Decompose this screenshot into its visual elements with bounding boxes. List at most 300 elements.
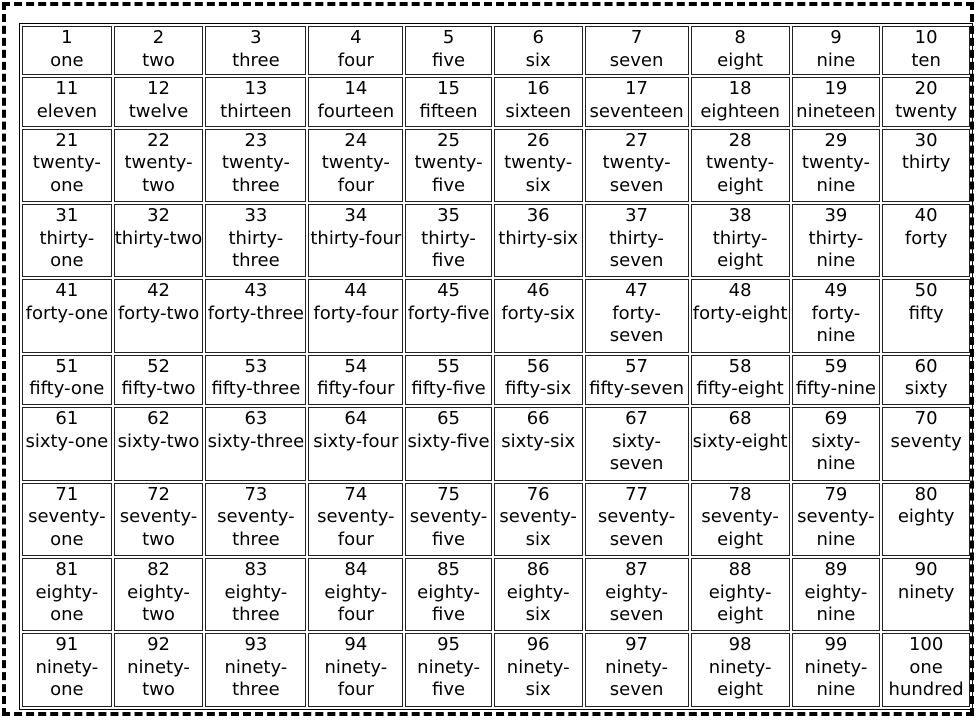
number-word: thirty-eight (712, 227, 768, 272)
number-cell (494, 279, 583, 352)
number-cell (22, 355, 112, 405)
number-numeral: 9 (830, 27, 842, 48)
number-word: ninety-one (35, 656, 99, 701)
number-numeral: 73 (244, 483, 268, 505)
number-word: sixty-three (207, 430, 305, 452)
number-cell (114, 26, 204, 75)
number-word: twenty (895, 100, 958, 122)
number-cell (114, 129, 204, 202)
number-cell (494, 129, 583, 202)
number-cell (882, 279, 970, 352)
number-cell (114, 204, 204, 277)
number-numeral: 55 (437, 355, 460, 377)
number-word: forty-four (313, 302, 399, 324)
number-word: fifty-eight (696, 378, 784, 400)
number-numeral: 27 (625, 129, 649, 151)
number-numeral: 83 (244, 559, 268, 581)
number-word: sixty-two (117, 430, 200, 452)
table-row (22, 279, 970, 352)
number-numeral: 93 (244, 634, 268, 656)
number-cell (792, 558, 881, 631)
table-row (22, 129, 970, 202)
number-numeral: 81 (55, 559, 79, 581)
number-cell (792, 407, 881, 480)
number-word: eighty-three (224, 581, 288, 626)
table-row (22, 204, 970, 277)
number-word: sixty-one (25, 430, 109, 452)
number-cell (308, 279, 403, 352)
number-word: seventy-three (217, 506, 295, 550)
number-cell (308, 77, 403, 126)
number-cell (405, 355, 492, 405)
number-numeral: 48 (728, 280, 752, 302)
number-cell (405, 204, 492, 277)
number-numeral: 52 (147, 355, 170, 377)
number-cell (585, 77, 689, 126)
number-cell (22, 558, 112, 631)
number-word: ninety-six (506, 656, 570, 701)
number-word: ninety-seven (605, 656, 668, 701)
number-word: twenty-nine (801, 152, 870, 196)
number-cell (494, 204, 583, 277)
number-word: eighty-nine (804, 581, 868, 626)
number-numeral: 2 (152, 27, 165, 48)
number-cell (22, 26, 112, 75)
number-word: eighty-four (324, 581, 388, 626)
number-word: sixty-four (313, 430, 399, 452)
number-numeral: 84 (344, 559, 368, 581)
number-numeral: 97 (625, 634, 649, 656)
number-cell (691, 483, 790, 556)
number-numeral: 10 (914, 27, 938, 48)
number-numeral: 5 (442, 27, 455, 48)
number-numeral: 1 (61, 27, 73, 48)
number-word: eighty-six (506, 581, 570, 626)
number-word: eleven (36, 100, 97, 122)
number-numeral: 42 (147, 280, 170, 302)
number-word: nineteen (796, 100, 876, 122)
number-word: thirty-one (39, 227, 95, 272)
table-row (22, 26, 970, 75)
number-numeral: 44 (344, 280, 368, 302)
number-numeral: 23 (244, 129, 268, 151)
number-numeral: 99 (824, 634, 848, 656)
number-numeral: 90 (914, 559, 938, 581)
number-cell (792, 279, 881, 352)
number-numeral: 51 (55, 355, 79, 377)
table-body (22, 26, 970, 707)
number-numeral: 39 (824, 205, 848, 227)
number-numeral: 41 (55, 280, 79, 302)
number-numeral: 15 (437, 78, 460, 100)
number-cell (205, 633, 306, 707)
number-numeral: 4 (350, 27, 362, 48)
number-cell (792, 633, 881, 707)
number-cell (585, 129, 689, 202)
number-word: eighty-eight (708, 581, 772, 626)
number-numeral: 11 (55, 78, 79, 100)
number-numeral: 78 (728, 483, 752, 505)
number-word: sixty-seven (609, 430, 664, 475)
number-numeral: 76 (526, 483, 550, 505)
number-word: thirty-three (228, 227, 284, 272)
number-numeral: 29 (824, 129, 848, 151)
number-word: twenty-five (414, 152, 483, 196)
number-word: sixty-six (501, 430, 576, 452)
table-row (22, 483, 970, 556)
number-word: seventy-five (409, 506, 488, 550)
number-word: ninety-nine (804, 656, 868, 701)
number-cell (691, 279, 790, 352)
number-cell (585, 26, 689, 75)
number-cell (405, 26, 492, 75)
number-numeral: 91 (55, 634, 79, 656)
number-cell (22, 204, 112, 277)
number-word: twenty-seven (602, 152, 671, 196)
number-cell (792, 355, 881, 405)
number-numeral: 74 (344, 483, 368, 505)
number-word: eight (717, 49, 764, 71)
number-cell (205, 204, 306, 277)
number-numeral: 100 (908, 634, 944, 656)
number-cell (792, 483, 881, 556)
number-word: forty-nine (811, 302, 861, 347)
number-cell (308, 355, 403, 405)
number-cell (494, 407, 583, 480)
number-cell (205, 77, 306, 126)
number-word: thirty-seven (609, 227, 664, 272)
number-cell (114, 633, 204, 707)
number-cell (882, 407, 970, 480)
number-numeral: 16 (526, 78, 550, 100)
number-cell (22, 483, 112, 556)
number-word: sixty-five (407, 430, 490, 452)
number-numeral: 22 (147, 129, 170, 151)
number-word: thirty (901, 152, 951, 174)
number-cell (691, 77, 790, 126)
number-numeral: 14 (344, 78, 368, 100)
number-cell (205, 483, 306, 556)
number-word: one hundred (888, 656, 964, 701)
number-cell (22, 77, 112, 126)
number-word: forty-two (117, 302, 200, 324)
number-numeral: 70 (914, 408, 938, 430)
number-word: fifty-five (411, 378, 486, 400)
number-numeral: 98 (728, 634, 752, 656)
number-cell (882, 355, 970, 405)
number-numeral: 65 (437, 408, 460, 430)
number-cell (405, 558, 492, 631)
number-word: forty-one (25, 302, 109, 324)
number-word: fifty-nine (795, 378, 876, 400)
number-cell (308, 483, 403, 556)
number-cell (691, 407, 790, 480)
number-numeral: 86 (526, 559, 550, 581)
number-numeral: 95 (437, 634, 460, 656)
number-cell (792, 129, 881, 202)
number-word: forty-eight (692, 302, 788, 324)
number-word: one (50, 49, 84, 71)
number-cell (882, 129, 970, 202)
table-row (22, 407, 970, 480)
number-numeral: 79 (824, 483, 848, 505)
table-row (22, 633, 970, 707)
number-cell (308, 558, 403, 631)
number-word: seventy-two (119, 506, 198, 550)
number-word: thirty-five (421, 227, 476, 272)
number-numeral: 82 (147, 559, 170, 581)
number-cell (691, 633, 790, 707)
number-cell (585, 558, 689, 631)
number-word: ninety (897, 581, 955, 603)
number-word: thirty-six (498, 227, 579, 249)
number-word: forty-seven (609, 302, 664, 347)
number-numeral: 60 (914, 355, 938, 377)
number-cell (22, 407, 112, 480)
number-numeral: 40 (914, 205, 938, 227)
number-word: forty (904, 227, 948, 249)
number-word: seventeen (589, 100, 684, 122)
number-cell (405, 407, 492, 480)
number-cell (882, 204, 970, 277)
number-numeral: 20 (914, 78, 938, 100)
number-cell (205, 129, 306, 202)
number-word: two (142, 49, 175, 71)
number-numeral: 94 (344, 634, 368, 656)
number-cell (22, 129, 112, 202)
number-word: twenty-four (321, 152, 390, 196)
number-numeral: 3 (250, 27, 262, 48)
number-word: seventy-eight (701, 506, 779, 550)
number-numeral: 32 (147, 205, 170, 227)
number-numeral: 62 (147, 408, 170, 430)
number-word: fifty-two (121, 378, 196, 400)
number-word: ninety-four (324, 656, 388, 701)
number-cell (114, 279, 204, 352)
number-numeral: 13 (244, 78, 268, 100)
number-cell (882, 558, 970, 631)
number-word: forty-six (501, 302, 575, 324)
number-numeral: 30 (914, 129, 938, 151)
number-word: twenty-three (221, 152, 290, 196)
number-cell (114, 483, 204, 556)
number-cell (405, 279, 492, 352)
number-numeral: 31 (55, 205, 79, 227)
number-cell (405, 77, 492, 126)
number-word: ninety-eight (708, 656, 772, 701)
number-cell (585, 204, 689, 277)
number-cell (585, 279, 689, 352)
number-cell (114, 558, 204, 631)
number-numeral: 53 (244, 355, 268, 377)
table-row (22, 77, 970, 126)
number-word: fifty (908, 302, 944, 324)
number-numeral: 46 (526, 280, 550, 302)
number-word: eighty-five (417, 581, 480, 626)
number-word: forty-three (207, 302, 305, 324)
number-cell (882, 77, 970, 126)
number-word: forty-five (407, 302, 490, 324)
number-cell (691, 204, 790, 277)
number-numeral: 68 (728, 408, 752, 430)
number-word: eighty-two (127, 581, 190, 626)
number-numeral: 88 (728, 559, 752, 581)
number-word: seventy-nine (797, 506, 875, 550)
number-cell (585, 483, 689, 556)
number-cell (22, 279, 112, 352)
number-numeral: 58 (728, 355, 752, 377)
number-word: ninety-two (127, 656, 190, 701)
number-word: seventy (890, 430, 962, 452)
number-cell (205, 279, 306, 352)
number-cell (691, 26, 790, 75)
number-cell (882, 26, 970, 75)
number-cell (494, 26, 583, 75)
number-word: thirty-two (114, 227, 203, 249)
number-numeral: 47 (625, 280, 649, 302)
number-word: fifty-seven (589, 378, 684, 400)
number-numeral: 50 (914, 280, 938, 302)
number-numeral: 8 (734, 27, 746, 48)
number-numeral: 45 (437, 280, 460, 302)
number-numeral: 38 (728, 205, 752, 227)
number-word: twenty-two (124, 152, 193, 196)
number-cell (205, 558, 306, 631)
number-cell (882, 633, 970, 707)
number-word: thirteen (220, 100, 292, 122)
number-cell (494, 77, 583, 126)
number-cell (691, 355, 790, 405)
number-numeral: 63 (244, 408, 268, 430)
number-cell (308, 633, 403, 707)
number-numeral: 66 (526, 408, 550, 430)
number-numeral: 67 (625, 408, 649, 430)
number-word: eighty-seven (605, 581, 668, 626)
number-numeral: 54 (344, 355, 368, 377)
number-word: five (432, 49, 466, 71)
number-cell (585, 407, 689, 480)
number-word: seventy-six (499, 506, 577, 550)
number-word: thirty-four (310, 227, 402, 249)
number-cell (205, 407, 306, 480)
number-numeral: 69 (824, 408, 848, 430)
number-word: thirty-nine (808, 227, 864, 272)
number-numeral: 34 (344, 205, 368, 227)
number-cell (792, 77, 881, 126)
number-word: six (525, 49, 551, 71)
number-word: ninety-three (224, 656, 288, 701)
number-numeral: 75 (437, 483, 460, 505)
number-cell (22, 633, 112, 707)
number-cell (585, 355, 689, 405)
number-word: fifty-six (505, 378, 572, 400)
number-cell (308, 129, 403, 202)
number-numeral: 18 (728, 78, 752, 100)
number-cell (114, 407, 204, 480)
number-numeral: 6 (532, 27, 544, 48)
number-cell (405, 483, 492, 556)
number-cell (585, 633, 689, 707)
number-word: seventy-seven (597, 506, 676, 550)
number-cell (205, 26, 306, 75)
number-cell (308, 407, 403, 480)
number-numeral: 24 (344, 129, 368, 151)
number-word: twelve (128, 100, 189, 122)
number-numeral: 17 (625, 78, 649, 100)
number-word: nine (816, 49, 856, 71)
table-row (22, 355, 970, 405)
number-numeral: 26 (526, 129, 550, 151)
number-cell (114, 77, 204, 126)
number-cell (494, 558, 583, 631)
number-numeral: 35 (437, 205, 460, 227)
number-numeral: 61 (55, 408, 79, 430)
number-word: eighty-one (35, 581, 99, 626)
number-word: sixty-nine (811, 430, 861, 475)
number-cell (882, 483, 970, 556)
number-numeral: 25 (437, 129, 460, 151)
number-word: sixty-eight (692, 430, 788, 452)
number-word: twenty-eight (706, 152, 775, 196)
number-numeral: 19 (824, 78, 848, 100)
number-numeral: 87 (625, 559, 649, 581)
number-cell (792, 26, 881, 75)
number-word: fifty-four (317, 378, 395, 400)
number-numeral: 21 (55, 129, 79, 151)
number-cell (114, 355, 204, 405)
number-numeral: 71 (55, 483, 79, 505)
number-numeral: 12 (147, 78, 170, 100)
number-word: fifteen (419, 100, 478, 122)
number-word: fourteen (317, 100, 395, 122)
number-numeral: 56 (526, 355, 550, 377)
number-numeral: 80 (914, 483, 938, 505)
number-cell (691, 129, 790, 202)
number-numeral: 28 (728, 129, 752, 151)
number-numeral: 33 (244, 205, 268, 227)
number-word: seventy-one (28, 506, 106, 550)
number-numeral: 7 (630, 27, 643, 48)
number-word: eighty (897, 506, 955, 528)
number-word: ninety-five (417, 656, 480, 701)
number-numeral: 96 (526, 634, 550, 656)
number-numeral: 36 (526, 205, 550, 227)
number-words-table (19, 23, 973, 710)
number-cell (494, 633, 583, 707)
number-numeral: 92 (147, 634, 170, 656)
number-word: fifty-three (211, 378, 301, 400)
number-numeral: 37 (625, 205, 649, 227)
number-numeral: 85 (437, 559, 460, 581)
dashed-border-frame (2, 2, 974, 716)
number-cell (308, 26, 403, 75)
number-cell (792, 204, 881, 277)
number-cell (405, 129, 492, 202)
number-word: seventy-four (317, 506, 395, 550)
number-word: four (337, 49, 374, 71)
number-numeral: 57 (625, 355, 649, 377)
number-cell (494, 355, 583, 405)
number-cell (494, 483, 583, 556)
number-word: twenty-one (32, 152, 101, 196)
number-numeral: 59 (824, 355, 848, 377)
number-word: ten (911, 49, 941, 71)
number-numeral: 49 (824, 280, 848, 302)
number-cell (205, 355, 306, 405)
number-word: sixteen (505, 100, 571, 122)
number-numeral: 89 (824, 559, 848, 581)
table-row (22, 558, 970, 631)
